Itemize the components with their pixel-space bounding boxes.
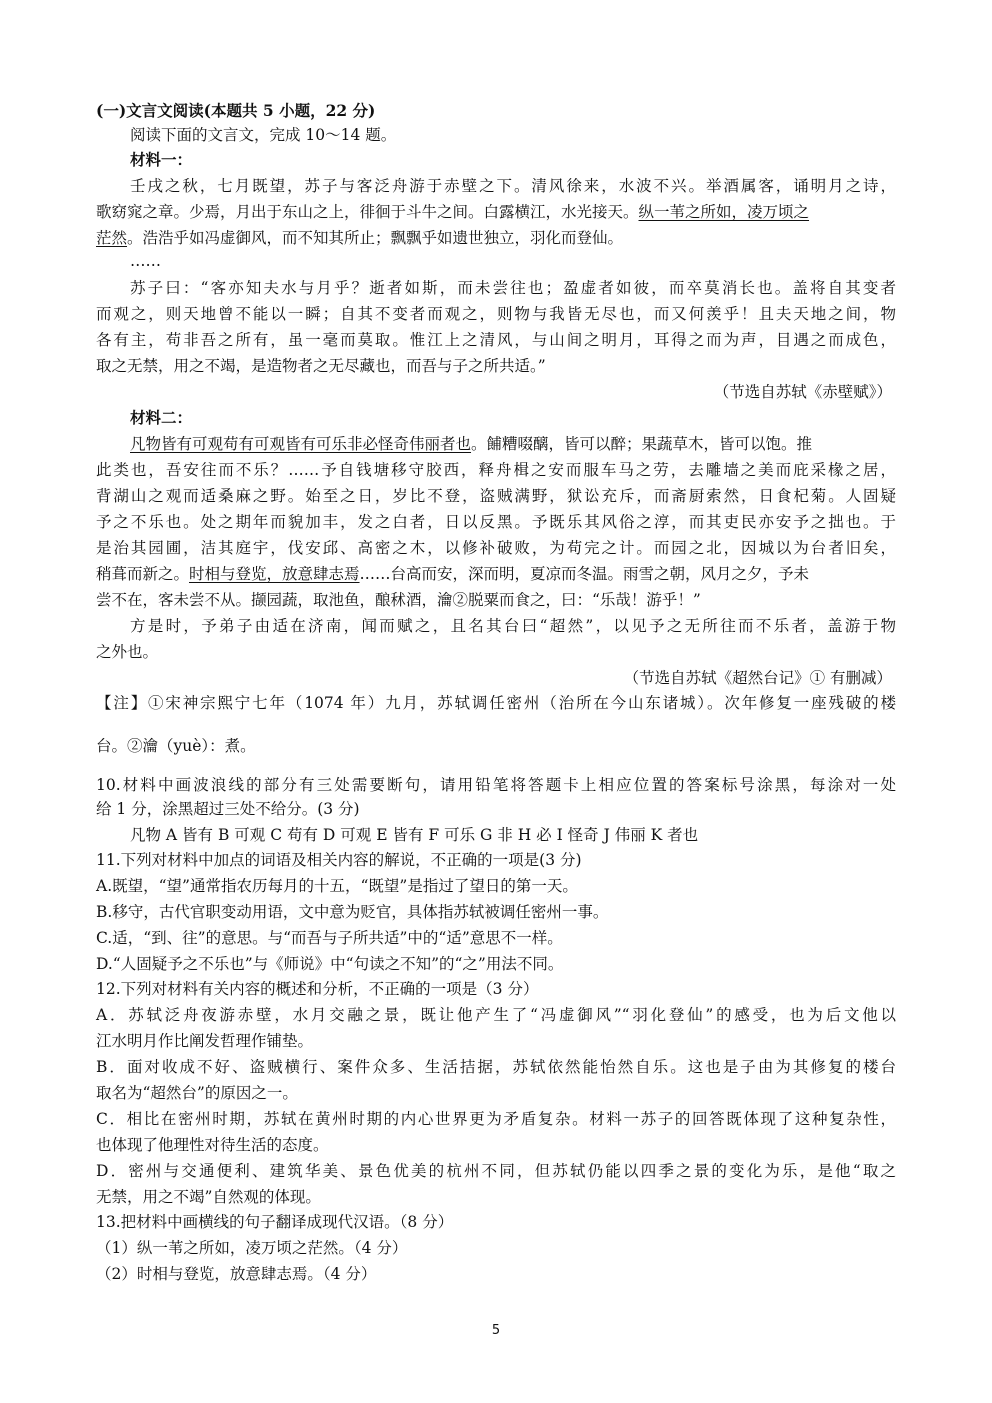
wavy-line-sentence: 凡物皆有可观苟有可观皆有可乐非必怪奇伟丽者也 [130, 435, 472, 453]
note-line: 台。②瀹（yuè）：煮。 [96, 737, 256, 755]
material1-line: 苏子曰：“客亦知夫水与月乎？逝者如斯，而未尝往也；盈虚者如彼，而卒莫消长也。盖将自其变者 [130, 279, 896, 297]
material2-line: 尝不在，客未尝不从。撷园蔬，取池鱼，酿秫酒，瀹②脱粟而食之，曰：“乐哉！游乎！” [96, 591, 701, 609]
page-number: 5 [491, 1323, 501, 1338]
underlined-sentence: 茫然 [96, 229, 128, 247]
option-a: A.既望，“望”通常指农历每月的十五，“既望”是指过了望日的第一天。 [96, 877, 578, 895]
question-11: 11.下列对材料中加点的词语及相关内容的解说，不正确的一项是(3 分) [96, 851, 582, 869]
option-d: D.“人固疑予之不乐也”与《师说》中“句读之不知”的“之”用法不同。 [96, 955, 564, 973]
question-10-line: 给 1 分，涂黑超过三处不给分。(3 分) [96, 800, 360, 818]
question-10-options: 凡物 A 皆有 B 可观 C 苟有 D 可观 E 皆有 F 可乐 G 非 H 必 I 怪奇 J 伟丽 K 者也 [130, 826, 699, 844]
section-title: (一)文言文阅读(本题共 5 小题，22 分) [96, 101, 376, 120]
material1-source: （节选自苏轼《赤壁赋》） [713, 383, 892, 401]
option-c-cont: 也体现了他理性对待生活的态度。 [96, 1136, 329, 1154]
option-d: D．密州与交通便利、建筑华美、景色优美的杭州不同，但苏轼仍能以四季之景的变化为乐，是他“取之 [96, 1162, 896, 1180]
note-line: 【注】①宋神宗熙宁七年（1074 年）九月，苏轼调任密州（治所在今山东诸城）。次年修复一座残破的楼 [96, 694, 896, 712]
question-13-part1: （1）纵一苇之所如，凌万顷之茫然。（4 分） [96, 1239, 408, 1257]
material1-line: 而观之，则天地曾不能以一瞬；自其不变者而观之，则物与我皆无尽也，而又何羡乎！且夫天地之间，物 [96, 305, 896, 323]
material1-line: 取之无禁，用之不竭，是造物者之无尽藏也，而吾与子之所共适。” [96, 357, 546, 375]
material2-line: 是治其园圃，洁其庭宇，伐安邱、高密之木，以修补破败，为苟完之计。而园之北，因城以为台者旧矣， [96, 539, 896, 557]
option-b: B.移守，古代官职变动用语，文中意为贬官，具体指苏轼被调任密州一事。 [96, 903, 609, 921]
material2-line: 之外也。 [96, 643, 159, 661]
option-d-cont: 无禁，用之不竭”自然观的体现。 [96, 1188, 321, 1206]
option-c: C.适，“到、往”的意思。与“而吾与子所共适”中的“适”意思不一样。 [96, 929, 563, 947]
underlined-sentence: 纵一苇之所如，凌万顷之 [638, 203, 810, 221]
material1-line: 歌窈窕之章。少焉，月出于东山之上，徘徊于斗牛之间。白露横江，水光接天。纵一苇之所如，凌万顷之 [96, 203, 810, 221]
material2-line: 方是时，予弟子由适在济南，闻而赋之，且名其台曰“超然”，以见予之无所往而不乐者，盖游于物 [130, 617, 896, 635]
material1-line: 各有主，苟非吾之所有，虽一毫而莫取。惟江上之清风，与山间之明月，耳得之而为声，目遇之而成色， [96, 331, 896, 349]
underlined-sentence: 时相与登览，放意肆志焉 [189, 565, 360, 583]
material1-line: 茫然。浩浩乎如冯虚御风，而不知其所止；飘飘乎如遗世独立，羽化而登仙。 [96, 229, 624, 247]
option-b-cont: 取名为“超然台”的原因之一。 [96, 1084, 298, 1102]
material1-line: 壬戌之秋，七月既望，苏子与客泛舟游于赤壁之下。清风徐来，水波不兴。举酒属客，诵明月之诗， [130, 177, 896, 195]
material2-source: （节选自苏轼《超然台记》① 有删减） [623, 669, 892, 687]
option-a-cont: 江水明月作比阐发哲理作铺垫。 [96, 1032, 314, 1050]
question-10: 10.材料中画波浪线的部分有三处需要断句，请用铅笔将答题卡上相应位置的答案标号涂黑，每涂对一处 [96, 776, 896, 794]
material2-line: 此类也，吾安往而不乐？……予自钱塘移守胶西，释舟楫之安而服车马之劳，去雕墙之美而庇采椽之居， [96, 461, 896, 479]
material2-line: 背湖山之观而适桑麻之野。始至之日，岁比不登，盗贼满野，狱讼充斥，而斋厨索然，日食杞菊。人固疑 [96, 487, 896, 505]
question-13: 13.把材料中画横线的句子翻译成现代汉语。（8 分） [96, 1213, 454, 1231]
material1-label: 材料一： [130, 150, 193, 169]
question-12: 12.下列对材料有关内容的概述和分析，不正确的一项是（3 分） [96, 980, 539, 998]
material2-line: 稍葺而新之。时相与登览，放意肆志焉……台高而安，深而明，夏凉而冬温。雨雪之朝，风月之夕，予未 [96, 565, 810, 583]
material2-line: 凡物皆有可观苟有可观皆有可乐非必怪奇伟丽者也。餔糟啜醨，皆可以醉；果蔬草木，皆可以饱。推 [130, 435, 813, 453]
option-b: B．面对收成不好、盗贼横行、案件众多、生活拮据，苏轼依然能怡然自乐。这也是子由为其修复的楼台 [96, 1058, 896, 1076]
material2-label: 材料二： [130, 408, 193, 427]
option-c: C．相比在密州时期，苏轼在黄州时期的内心世界更为矛盾复杂。材料一苏子的回答既体现了这种复杂性， [96, 1110, 896, 1128]
material2-line: 予之不乐也。处之期年而貌加丰，发之白者，日以反黑。予既乐其风俗之淳，而其吏民亦安予之拙也。于 [96, 513, 896, 531]
ellipsis: …… [130, 252, 161, 270]
question-13-part2: （2）时相与登览，放意肆志焉。（4 分） [96, 1265, 377, 1283]
option-a: A．苏轼泛舟夜游赤壁，水月交融之景，既让他产生了“冯虚御风”“羽化登仙”的感受，也为后文他以 [96, 1006, 896, 1024]
instruction: 阅读下面的文言文，完成 10～14 题。 [130, 126, 397, 144]
